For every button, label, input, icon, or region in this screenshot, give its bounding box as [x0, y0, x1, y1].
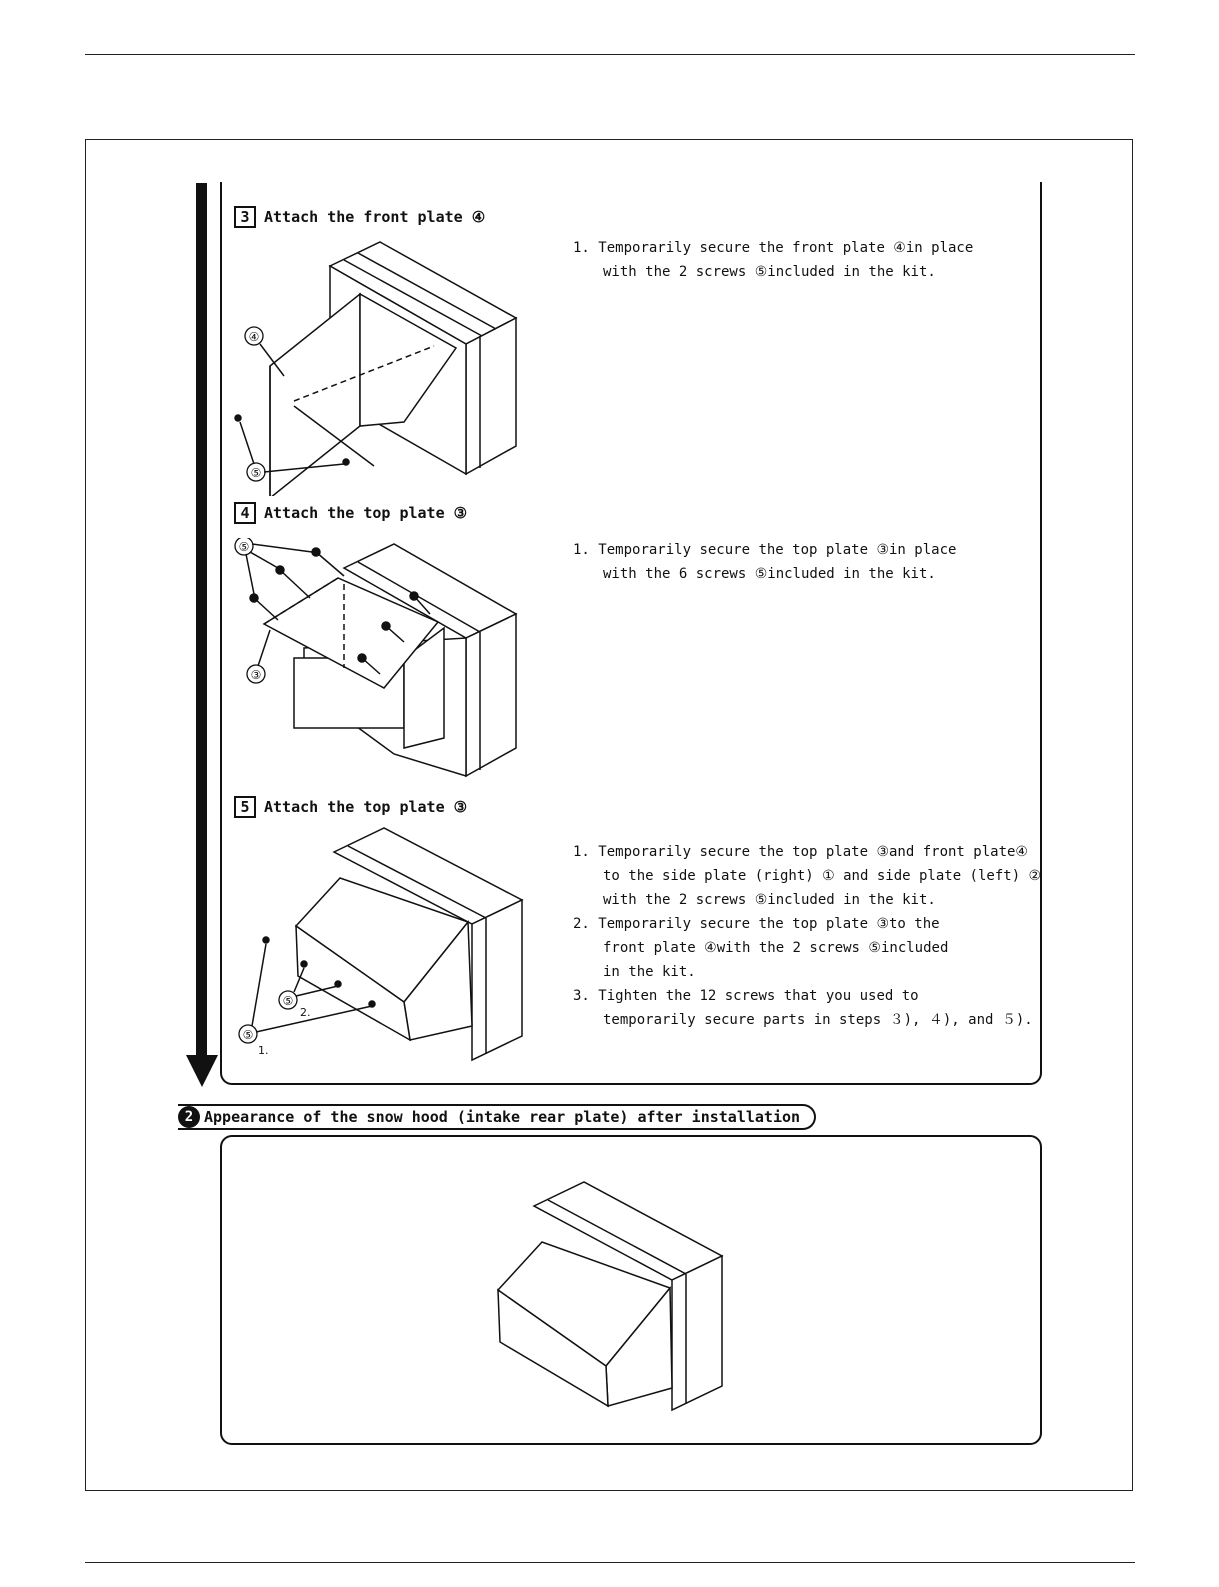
step-3-title [234, 206, 485, 228]
step-5-title [234, 796, 467, 818]
callout-4: ④ [248, 330, 260, 344]
callout-5: ⑤ [238, 540, 250, 554]
step-5-illustration [234, 826, 534, 1076]
callout-label-1: 1. [258, 1044, 269, 1057]
step-4-title-text: Attach the top plate ③ [264, 504, 468, 522]
step-3-illustration [234, 236, 534, 496]
step-5-title-text: Attach the top plate ③ [264, 798, 468, 816]
instruction-line: 1. Temporarily secure the top plate ③and front plate④ [573, 844, 1028, 860]
instruction-line: 1. Temporarily secure the top plate ③in place [573, 542, 957, 558]
step-3-title-text: Attach the front plate ④ [264, 208, 486, 226]
section-title: Appearance of the snow hood (intake rear plate) after installation [204, 1108, 801, 1126]
step-4-number: 4 [234, 502, 256, 524]
instruction-line: with the 2 screws ⑤included in the kit. [603, 892, 936, 908]
section-badge: 2 [178, 1106, 200, 1128]
flow-arrow-icon [182, 183, 222, 1088]
header-rule [85, 54, 1135, 55]
instruction-line: 1. Temporarily secure the front plate ④in place [573, 240, 974, 256]
callout-3: ③ [250, 668, 262, 682]
instruction-line: front plate ④with the 2 screws ⑤included [603, 940, 949, 956]
instruction-line: temporarily secure parts in steps ３), ４), and ５). [603, 1012, 1033, 1028]
callout-5: ⑤ [282, 994, 294, 1008]
callout-label-2: 2. [300, 1006, 311, 1019]
step-5-instructions [573, 840, 1041, 1032]
instruction-line: in the kit. [603, 964, 696, 980]
step-3-instructions [573, 236, 973, 284]
callout-5: ⑤ [242, 1028, 254, 1042]
step-3-number: 3 [234, 206, 256, 228]
step-4-title [234, 502, 467, 524]
footer-rule [85, 1562, 1135, 1563]
instruction-line: with the 6 screws ⑤included in the kit. [603, 566, 936, 582]
step-5-number: 5 [234, 796, 256, 818]
installed-unit-illustration [494, 1176, 734, 1416]
callout-5: ⑤ [250, 466, 262, 480]
step-4-instructions [573, 538, 956, 586]
instruction-line: to the side plate (right) ① and side plate (left) ② [603, 868, 1042, 884]
instruction-line: 2. Temporarily secure the top plate ③to the [573, 916, 940, 932]
instruction-line: with the 2 screws ⑤included in the kit. [603, 264, 936, 280]
instruction-line: 3. Tighten the 12 screws that you used to [573, 988, 919, 1004]
step-4-illustration [234, 538, 534, 788]
section-heading [178, 1104, 816, 1130]
